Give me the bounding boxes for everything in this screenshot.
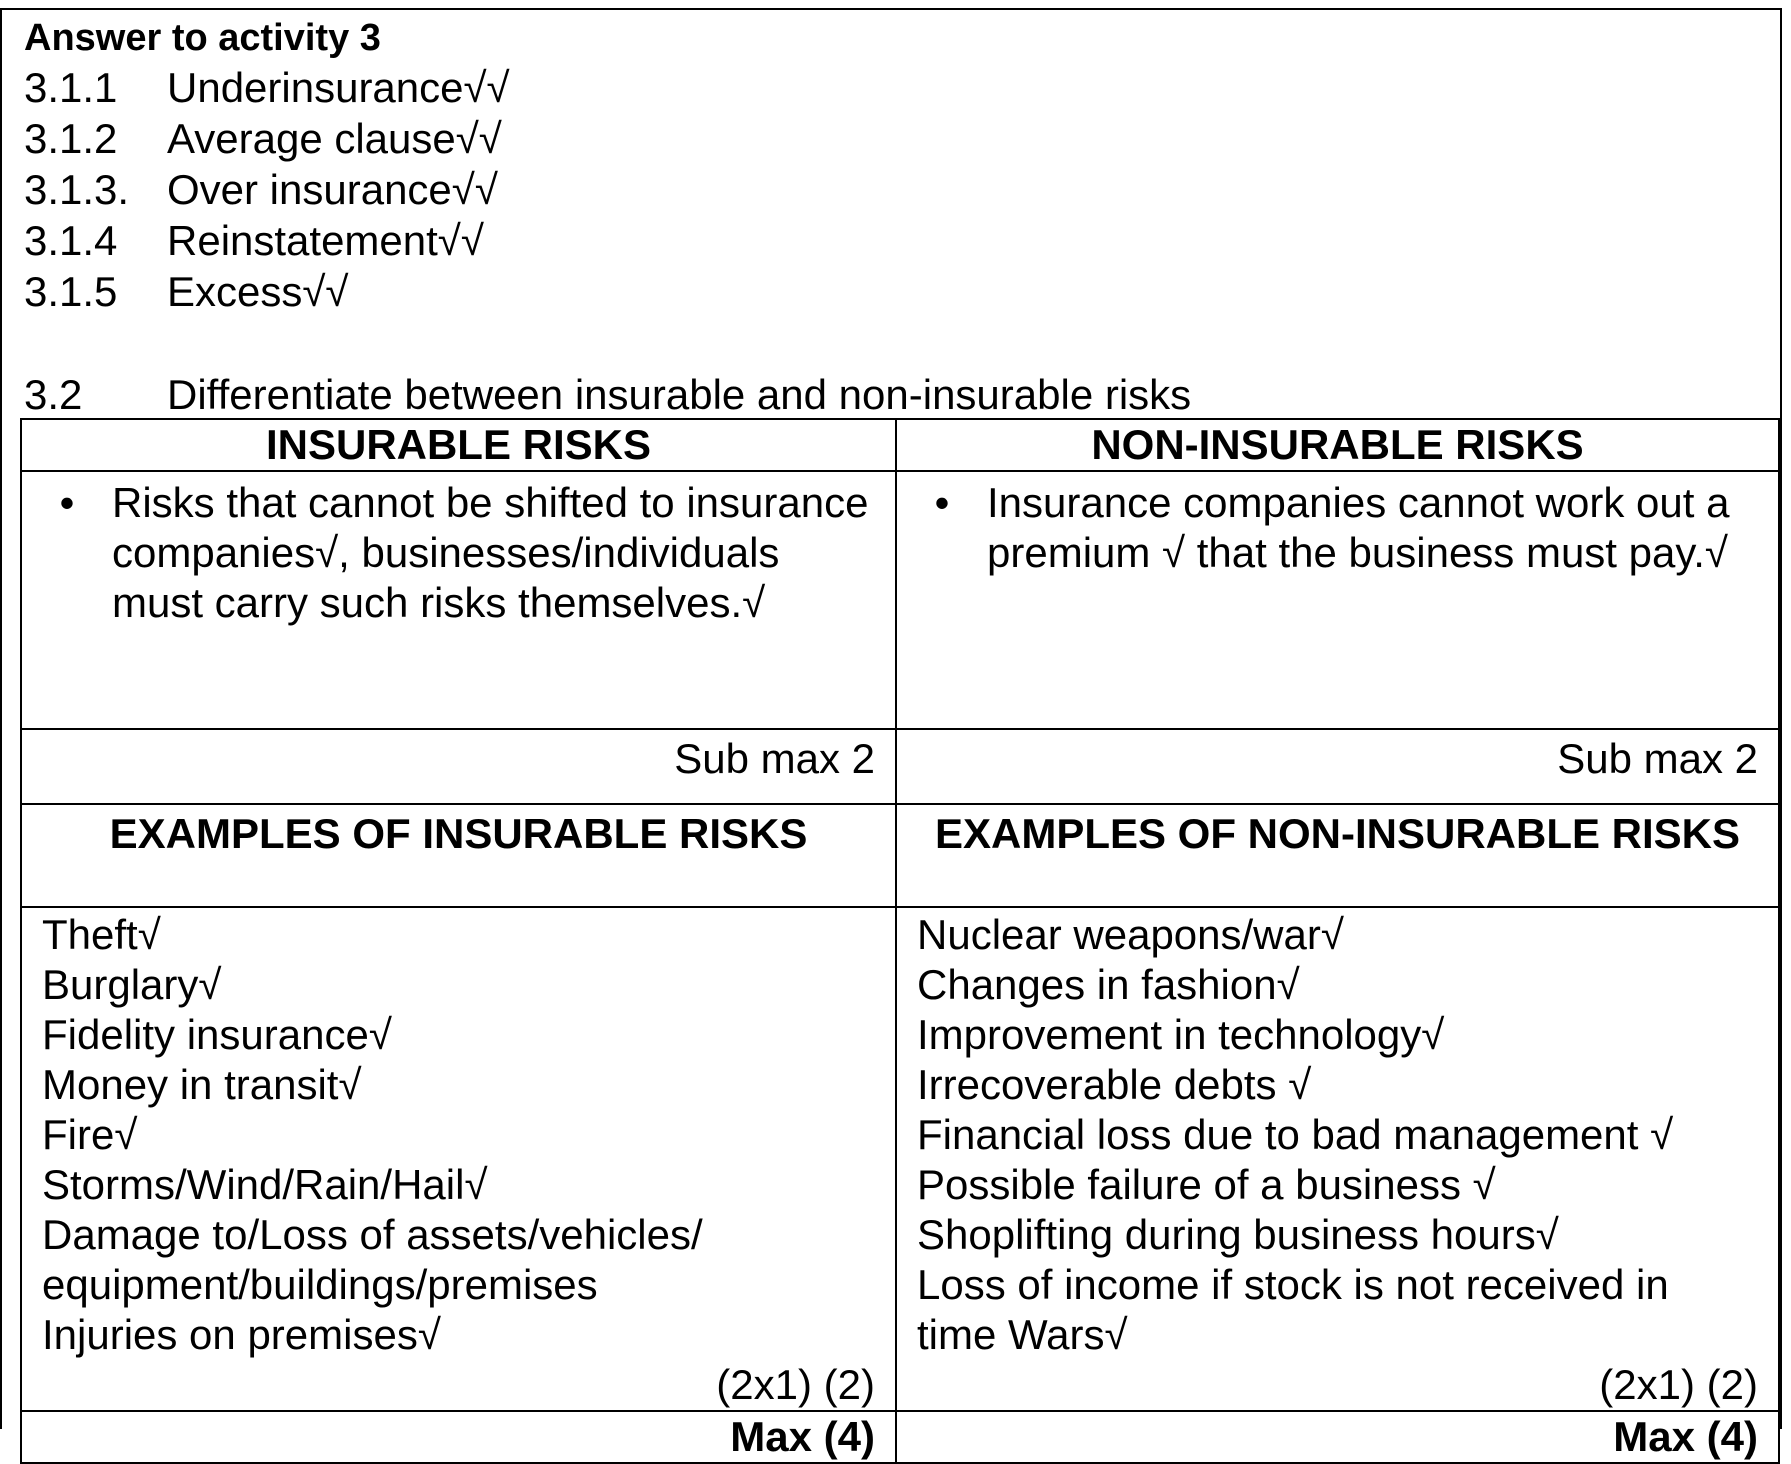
risks-table	[20, 418, 1780, 1464]
question-text: Differentiate between insurable and non-insurable risks	[167, 371, 1192, 418]
list-item: Burglary√	[42, 961, 222, 1008]
question-number: 3.2	[24, 371, 83, 418]
answer-number: 3.1.5	[24, 268, 118, 315]
activity-heading: Answer to activity 3	[24, 17, 381, 59]
non-insurable-examples-header: EXAMPLES OF NON-INSURABLE RISKS	[896, 804, 1779, 907]
answer-number: 3.1.1	[24, 64, 118, 111]
answer-text: Reinstatement√√	[167, 217, 484, 264]
list-item: Irrecoverable debts √	[917, 1061, 1312, 1108]
answer-item	[24, 266, 510, 317]
submax-row	[21, 729, 1779, 804]
non-insurable-submax: Sub max 2	[896, 729, 1779, 804]
list-item: Fidelity insurance√	[42, 1011, 392, 1058]
answer-number: 3.1.4	[24, 217, 118, 264]
insurable-definition-cell	[21, 471, 896, 729]
non-insurable-examples	[896, 907, 1779, 1411]
list-item: Possible failure of a business √	[917, 1161, 1496, 1208]
list-item: equipment/buildings/premises	[42, 1261, 598, 1308]
answer-item	[24, 215, 510, 266]
answer-item	[24, 62, 510, 113]
insurable-mark: (2x1) (2)	[716, 1361, 875, 1408]
non-insurable-definition-cell	[896, 471, 1779, 729]
insurable-max: Max (4)	[21, 1411, 896, 1463]
list-item: Changes in fashion√	[917, 961, 1300, 1008]
bullet-icon: •	[934, 479, 950, 526]
insurable-header: INSURABLE RISKS	[21, 419, 896, 471]
non-insurable-mark: (2x1) (2)	[1599, 1361, 1758, 1408]
list-item: time Wars√	[917, 1311, 1128, 1358]
answer-item	[24, 164, 510, 215]
max-row	[21, 1411, 1779, 1463]
insurable-examples	[21, 907, 896, 1411]
non-insurable-max: Max (4)	[896, 1411, 1779, 1463]
list-item: Theft√	[42, 911, 161, 958]
answer-text: Underinsurance√√	[167, 64, 510, 111]
answer-list	[24, 62, 510, 317]
bullet-icon: •	[59, 479, 75, 526]
answer-number: 3.1.3.	[24, 166, 130, 213]
list-item: Injuries on premises√	[42, 1311, 441, 1358]
header-row	[21, 419, 1779, 471]
definition-row	[21, 471, 1779, 729]
list-item: Storms/Wind/Rain/Hail√	[42, 1161, 488, 1208]
question-3-2	[24, 370, 1191, 420]
list-item: Shoplifting during business hours√	[917, 1211, 1559, 1258]
list-item: Damage to/Loss of assets/vehicles/	[42, 1211, 703, 1258]
list-item: Fire√	[42, 1111, 138, 1158]
examples-header-row	[21, 804, 1779, 907]
list-item: Money in transit√	[42, 1061, 362, 1108]
answer-item	[24, 113, 510, 164]
insurable-examples-header: EXAMPLES OF INSURABLE RISKS	[21, 804, 896, 907]
list-item: Nuclear weapons/war√	[917, 911, 1344, 958]
answer-text: Average clause√√	[167, 115, 502, 162]
list-item: Loss of income if stock is not received in	[917, 1261, 1669, 1308]
insurable-submax: Sub max 2	[21, 729, 896, 804]
list-item: Financial loss due to bad management √	[917, 1111, 1674, 1158]
insurable-definition: Risks that cannot be shifted to insurance companies√, businesses/individuals must carry such risks themselves.√	[112, 479, 869, 626]
examples-row	[21, 907, 1779, 1411]
list-item: Improvement in technology√	[917, 1011, 1445, 1058]
answer-number: 3.1.2	[24, 115, 118, 162]
non-insurable-header: NON-INSURABLE RISKS	[896, 419, 1779, 471]
answer-text: Excess√√	[167, 268, 349, 315]
answer-text: Over insurance√√	[167, 166, 498, 213]
non-insurable-definition: Insurance companies cannot work out a premium √ that the business must pay.√	[987, 479, 1730, 576]
